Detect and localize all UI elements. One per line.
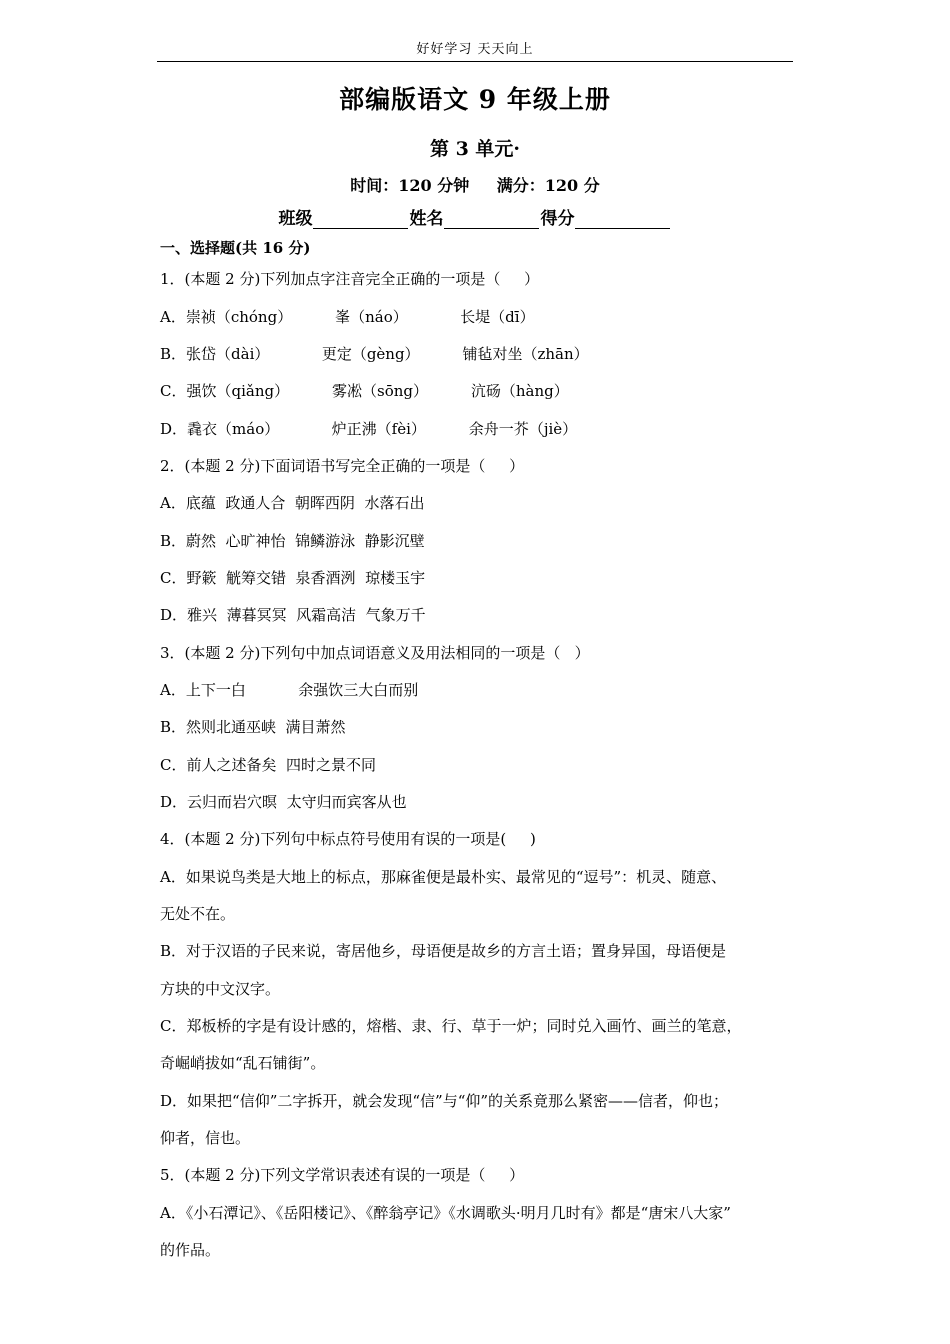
unit-subtitle: 第 3 单元· [429, 138, 521, 160]
question-4-option-a: A．如果说鸟类是大地上的标点，那麻雀便是最朴实、最常见的“逗号”：机灵、随意、 [160, 868, 727, 886]
exam-total-score: 满分：120 分 [496, 176, 600, 195]
question-3-option-d: D．云归而岩穴暝 太守归而宾客从也 [160, 793, 407, 811]
question-5: 5．(本题 2 分)下列文学常识表述有误的一项是（ ） [160, 1166, 525, 1184]
page-header: 好好学习 天天向上 [416, 42, 534, 57]
question-4-option-c: C．郑板桥的字是有设计感的，熔楷、隶、行、草于一炉；同时兑入画竹、画兰的笔意， [160, 1017, 742, 1035]
question-1-option-a: A．崇祯（chóng） 峯（náo） 长堤（dī） [160, 308, 535, 326]
question-4-option-b: B．对于汉语的子民来说，寄居他乡，母语便是故乡的方言土语；置身异国，母语便是 [160, 942, 727, 960]
question-4-option-a-cont: 无处不在。 [160, 905, 236, 923]
header-divider [157, 61, 793, 62]
question-3-option-b: B．然则北通巫峡 满目萧然 [160, 718, 346, 736]
question-1-option-c: C．强饮（qiǎng） 雾凇（sōng） 沆砀（hàng） [160, 382, 569, 400]
name-blank[interactable] [444, 211, 539, 229]
question-4-option-b-cont: 方块的中文汉字。 [160, 980, 281, 998]
class-label: 班级 [278, 209, 313, 229]
question-3-option-c: C．前人之述备矣 四时之景不同 [160, 756, 377, 774]
question-5-option-a-cont: 的作品。 [160, 1241, 221, 1259]
question-3: 3．(本题 2 分)下列句中加点词语意义及用法相同的一项是（ ） [160, 644, 590, 662]
score-blank[interactable] [575, 211, 670, 229]
question-1-option-d: D．毳衣（máo） 炉正沸（fèi） 余舟一芥（jiè） [160, 420, 578, 438]
question-5-option-a: A．《小石潭记》、《岳阳楼记》、《醉翁亭记》《水调歌头·明月几时有》都是“唐宋八大家” [160, 1204, 731, 1222]
section-heading: 一、选择题(共 16 分) [160, 239, 311, 257]
score-label: 得分 [540, 209, 575, 229]
exam-time: 时间：120 分钟 [350, 176, 470, 195]
question-1-option-b: B．张岱（dài） 更定（gèng） 铺毡对坐（zhān） [160, 345, 589, 363]
question-2: 2．(本题 2 分)下面词语书写完全正确的一项是（ ） [160, 457, 525, 475]
question-2-option-c: C．野簌 觥筹交错 泉香酒洌 琼楼玉宇 [160, 569, 426, 587]
question-4-option-d: D．如果把“信仰”二字拆开，就会发现“信”与“仰”的关系竟那么紧密——信者，仰也； [160, 1092, 729, 1110]
question-1: 1．(本题 2 分)下列加点字注音完全正确的一项是（ ） [160, 270, 540, 288]
exam-meta [0, 173, 950, 196]
class-blank[interactable] [313, 211, 408, 229]
name-label: 姓名 [409, 209, 444, 229]
question-4-option-c-cont: 奇崛峭拔如“乱石铺街”。 [160, 1054, 326, 1072]
question-3-option-a: A．上下一白 余强饮三大白而别 [160, 681, 419, 699]
question-2-option-d: D．雅兴 薄暮冥冥 风霜高洁 气象万千 [160, 606, 426, 624]
student-info-fields [0, 204, 950, 229]
question-2-option-b: B．蔚然 心旷神怡 锦鳞游泳 静影沉壁 [160, 532, 425, 550]
question-2-option-a: A．底蕴 政通人合 朝晖西阴 水落石出 [160, 494, 425, 512]
question-4-option-d-cont: 仰者，信也。 [160, 1129, 251, 1147]
exam-title: 部编版语文 9 年级上册 [339, 85, 611, 114]
question-4: 4．(本题 2 分)下列句中标点符号使用有误的一项是( ) [160, 830, 536, 848]
